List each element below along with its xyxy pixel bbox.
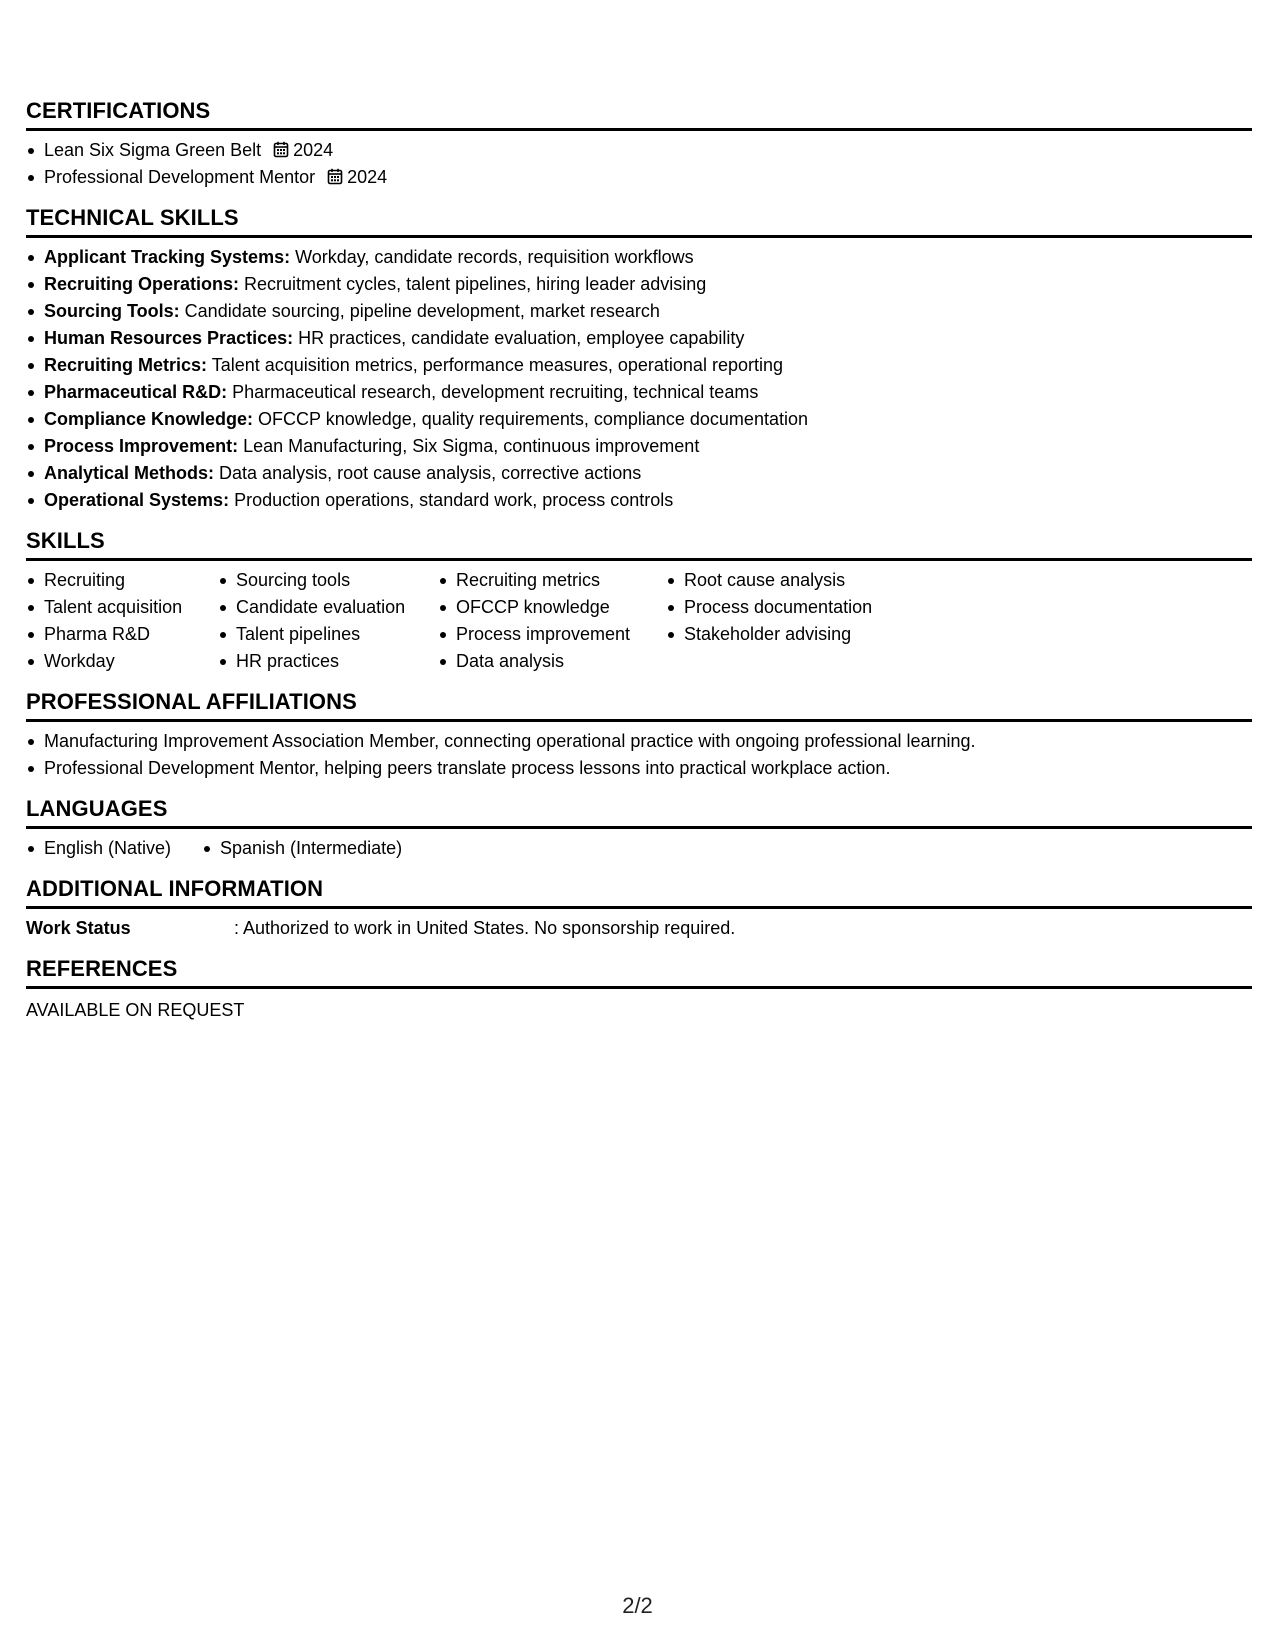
section-title: ADDITIONAL INFORMATION: [26, 876, 1252, 909]
list-item: Process documentation: [666, 594, 906, 621]
list-item: [26, 406, 1252, 433]
skill-category: Process Improvement:: [44, 436, 239, 456]
list-item: [26, 298, 1252, 325]
page-number: 2/2: [622, 1593, 653, 1618]
calendar-icon: [327, 168, 343, 185]
skill-category: Sourcing Tools:: [44, 301, 180, 321]
certifications-section: [26, 98, 1252, 191]
technical-skills-list: [26, 244, 1252, 514]
references-text: AVAILABLE ON REQUEST: [26, 1000, 245, 1020]
skills-column: [666, 567, 906, 675]
list-item: Talent pipelines: [218, 621, 438, 648]
skills-section: [26, 528, 1252, 675]
calendar-icon: [273, 141, 289, 158]
skill-details: HR practices, candidate evaluation, employee capability: [293, 328, 745, 348]
list-item: Professional Development Mentor, helping peers translate process lessons into practical workplace action.: [26, 755, 1252, 782]
skill-details: Candidate sourcing, pipeline development, market research: [179, 301, 660, 321]
skill-category: Human Resources Practices:: [44, 328, 294, 348]
certification-year: 2024: [347, 167, 388, 187]
list-item: Manufacturing Improvement Association Member, connecting operational practice with ongoing professional learning.: [26, 728, 1252, 755]
list-item: HR practices: [218, 648, 438, 675]
list-item: [26, 244, 1252, 271]
references-section: [26, 956, 1252, 1024]
list-item: Spanish (Intermediate): [202, 835, 402, 862]
list-item: English (Native): [26, 835, 202, 862]
skill-details: Recruitment cycles, talent pipelines, hiring leader advising: [239, 274, 707, 294]
languages-row: [26, 835, 1252, 862]
list-item: [26, 137, 1252, 164]
skills-column: [26, 567, 218, 675]
list-item: Stakeholder advising: [666, 621, 906, 648]
certification-date: [273, 140, 333, 160]
list-item: [26, 379, 1252, 406]
list-item: Sourcing tools: [218, 567, 438, 594]
skill-category: Analytical Methods:: [44, 463, 215, 483]
skill-details: Production operations, standard work, process controls: [229, 490, 674, 510]
section-title: TECHNICAL SKILLS: [26, 205, 1252, 238]
list-item: [26, 325, 1252, 352]
skill-category: Recruiting Operations:: [44, 274, 240, 294]
list-item: Candidate evaluation: [218, 594, 438, 621]
work-status-row: [26, 915, 1252, 942]
list-item: [26, 352, 1252, 379]
skills-column: [218, 567, 438, 675]
list-item: [26, 164, 1252, 191]
certifications-list: [26, 137, 1252, 191]
skills-column: [438, 567, 666, 675]
list-item: Workday: [26, 648, 218, 675]
resume-page: [26, 98, 1252, 1038]
section-title: SKILLS: [26, 528, 1252, 561]
skills-grid: [26, 567, 1252, 675]
list-item: Recruiting: [26, 567, 218, 594]
languages-list: [26, 835, 202, 862]
skill-details: OFCCP knowledge, quality requirements, compliance documentation: [253, 409, 808, 429]
list-item: Recruiting metrics: [438, 567, 666, 594]
list-item: Talent acquisition: [26, 594, 218, 621]
skill-category: Applicant Tracking Systems:: [44, 247, 291, 267]
skill-category: Recruiting Metrics:: [44, 355, 208, 375]
skill-details: Pharmaceutical research, development recruiting, technical teams: [227, 382, 759, 402]
additional-info-section: [26, 876, 1252, 942]
skill-details: Workday, candidate records, requisition workflows: [290, 247, 694, 267]
work-status-label: Work Status: [26, 918, 131, 938]
section-title: CERTIFICATIONS: [26, 98, 1252, 131]
list-item: [26, 271, 1252, 298]
skill-details: Data analysis, root cause analysis, corrective actions: [214, 463, 642, 483]
list-item: [26, 487, 1252, 514]
skill-details: Lean Manufacturing, Six Sigma, continuous improvement: [238, 436, 700, 456]
certification-name: Professional Development Mentor: [44, 167, 316, 187]
certification-date: [327, 167, 387, 187]
list-item: Pharma R&D: [26, 621, 218, 648]
list-item: [26, 460, 1252, 487]
skill-category: Pharmaceutical R&D:: [44, 382, 228, 402]
list-item: [26, 433, 1252, 460]
skill-category: Operational Systems:: [44, 490, 230, 510]
affiliations-section: [26, 689, 1252, 782]
list-item: Data analysis: [438, 648, 666, 675]
technical-skills-section: [26, 205, 1252, 514]
list-item: OFCCP knowledge: [438, 594, 666, 621]
section-title: PROFESSIONAL AFFILIATIONS: [26, 689, 1252, 722]
skill-details: Talent acquisition metrics, performance measures, operational reporting: [207, 355, 783, 375]
certification-name: Lean Six Sigma Green Belt: [44, 140, 262, 160]
list-item: Root cause analysis: [666, 567, 906, 594]
work-status-value: : Authorized to work in United States. No sponsorship required.: [234, 918, 736, 938]
languages-section: [26, 796, 1252, 862]
section-title: REFERENCES: [26, 956, 1252, 989]
skill-category: Compliance Knowledge:: [44, 409, 254, 429]
certification-year: 2024: [293, 140, 334, 160]
affiliations-list: [26, 728, 1252, 782]
section-title: LANGUAGES: [26, 796, 1252, 829]
list-item: Process improvement: [438, 621, 666, 648]
languages-list: [202, 835, 402, 862]
